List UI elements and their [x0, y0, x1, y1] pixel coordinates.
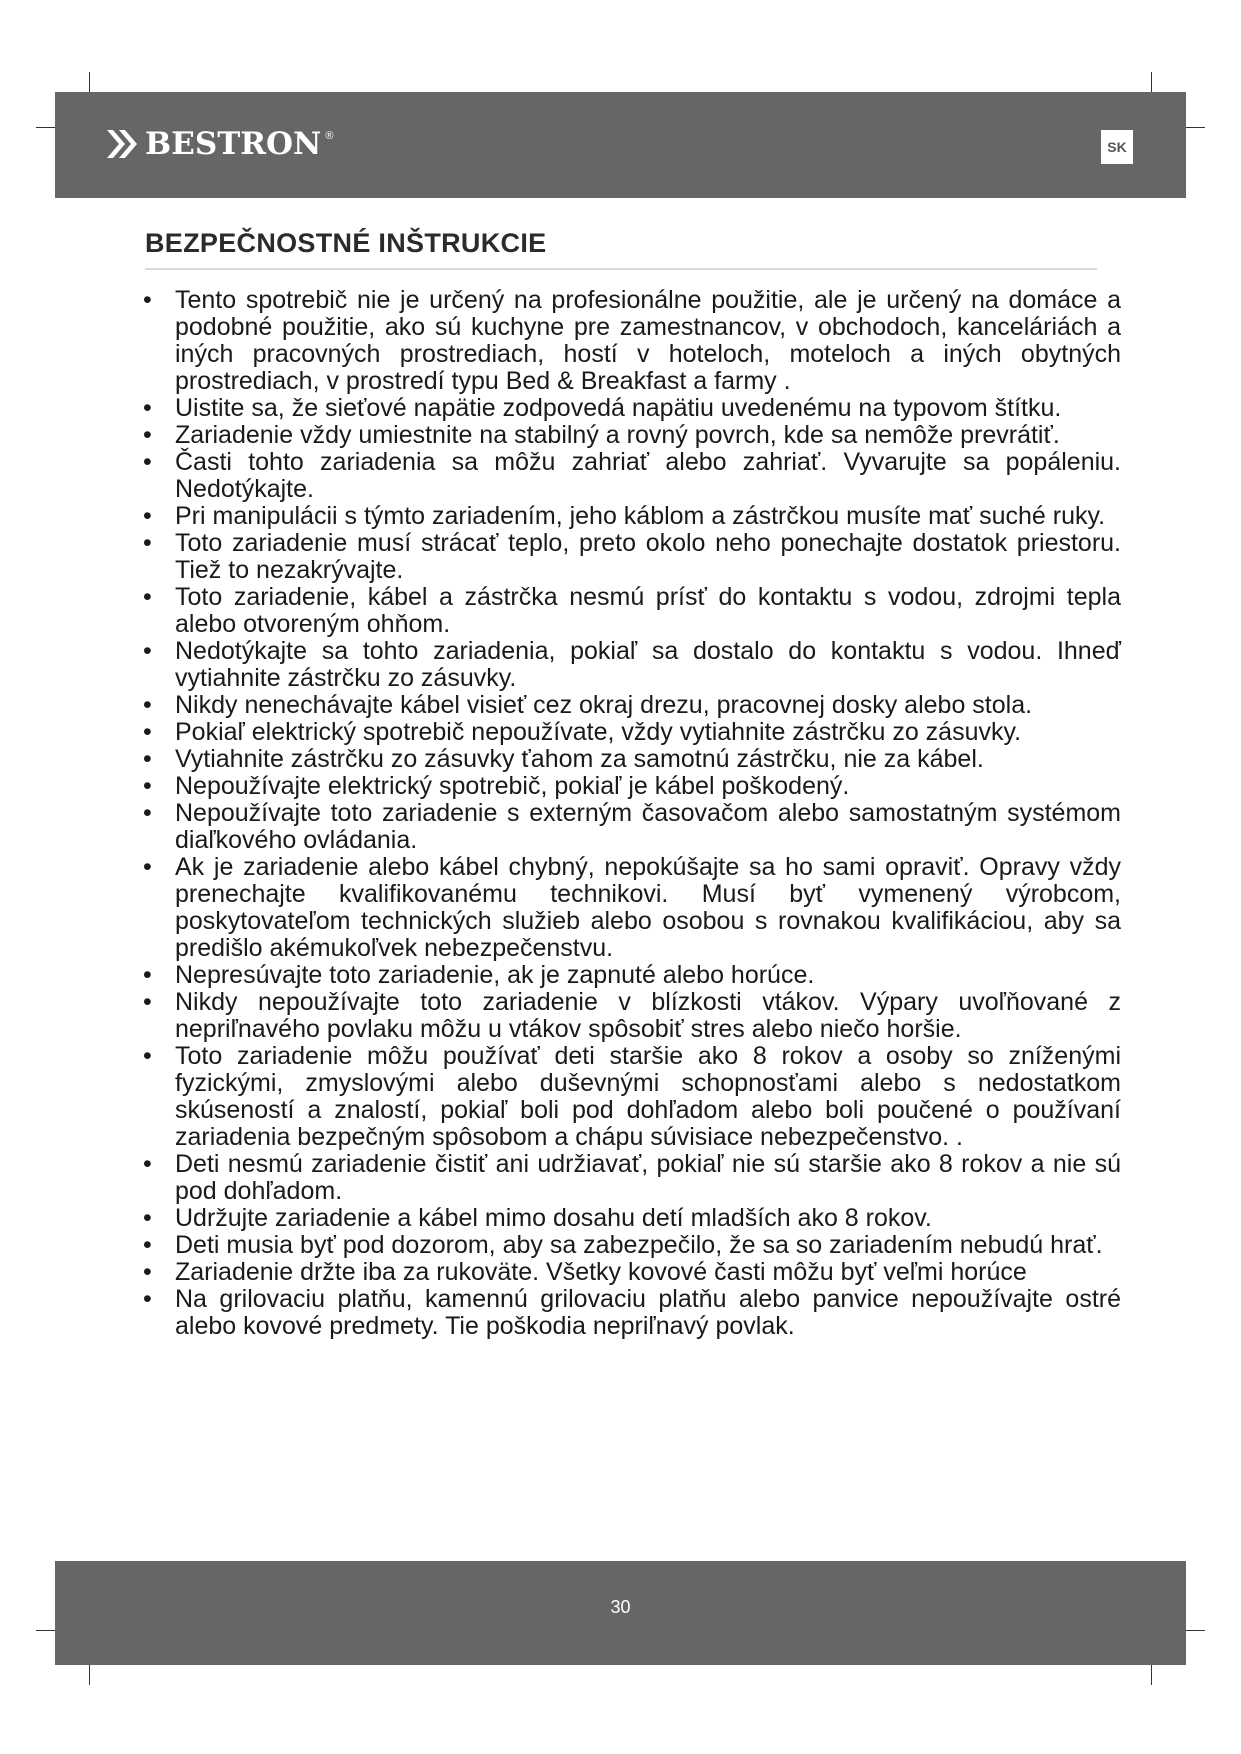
list-item: • Ak je zariadenie alebo kábel chybný, nepokúšajte sa ho sami opraviť. Opravy vždy prenechajte kvalifikovanému technikovi. Musí byť vymenený výrobcom, poskytovateľom technických služieb alebo osobou s rovnakou kvalifikáciou, aby sa predišlo akémukoľvek nebezpečenstvu.	[141, 854, 1121, 962]
list-item: • Vytiahnite zástrčku zo zásuvky ťahom za samotnú zástrčku, nie za kábel.	[141, 746, 1121, 773]
list-item: • Deti musia byť pod dozorom, aby sa zabezpečilo, že sa so zariadením nebudú hrať.	[141, 1232, 1121, 1259]
list-item: • Uistite sa, že sieťové napätie zodpovedá napätiu uvedenému na typovom štítku.	[141, 395, 1121, 422]
list-item: • Časti tohto zariadenia sa môžu zahriať alebo zahriať. Vyvarujte sa popáleniu. Nedotýkajte.	[141, 449, 1121, 503]
list-item: • Nepresúvajte toto zariadenie, ak je zapnuté alebo horúce.	[141, 962, 1121, 989]
chevron-logo-icon	[105, 124, 141, 164]
list-item: • Zariadenie vždy umiestnite na stabilný a rovný povrch, kde sa nemôže prevrátiť.	[141, 422, 1121, 449]
list-item: • Na grilovaciu platňu, kamennú grilovaciu platňu alebo panvice nepoužívajte ostré alebo kovové predmety. Tie poškodia nepriľnavý povlak.	[141, 1286, 1121, 1340]
brand-logo	[105, 124, 334, 164]
list-item: • Nepoužívajte toto zariadenie s externým časovačom alebo samostatným systémom diaľkového ovládania.	[141, 800, 1121, 854]
list-item: • Toto zariadenie môžu používať deti staršie ako 8 rokov a osoby so zníženými fyzickými, zmyslovými alebo duševnými schopnosťami alebo s nedostatkom skúseností a znalostí, pokiaľ boli pod dohľadom alebo boli poučené o používaní zariadenia bezpečným spôsobom a chápu súvisiace nebezpečenstvo. .	[141, 1043, 1121, 1151]
list-item: • Udržujte zariadenie a kábel mimo dosahu detí mladších ako 8 rokov.	[141, 1205, 1121, 1232]
list-item: • Toto zariadenie musí strácať teplo, preto okolo neho ponechajte dostatok priestoru. Tiež to nezakrývajte.	[141, 530, 1121, 584]
list-item: • Nepoužívajte elektrický spotrebič, pokiaľ je kábel poškodený.	[141, 773, 1121, 800]
registered-mark: ®	[325, 130, 334, 142]
page-title: BEZPEČNOSTNÉ INŠTRUKCIE	[145, 228, 547, 258]
header-band	[55, 92, 1186, 198]
list-item: • Pokiaľ elektrický spotrebič nepoužívate, vždy vytiahnite zástrčku zo zásuvky.	[141, 719, 1121, 746]
brand-name: BESTRON	[145, 126, 322, 162]
list-item: • Pri manipulácii s týmto zariadením, jeho káblom a zástrčkou musíte mať suché ruky.	[141, 503, 1121, 530]
safety-instructions-list	[141, 287, 1121, 1340]
list-item: • Tento spotrebič nie je určený na profesionálne použitie, ale je určený na domáce a podobné použitie, ako sú kuchyne pre zamestnancov, v obchodoch, kanceláriách a iných pracovných prostrediach, hostí v hoteloch, moteloch a iných obytných prostrediach, v prostredí typu Bed & Breakfast a farmy .	[141, 287, 1121, 395]
list-item: • Nikdy nepoužívajte toto zariadenie v blízkosti vtákov. Výpary uvoľňované z nepriľnavého povlaku môžu u vtákov spôsobiť stres alebo niečo horšie.	[141, 989, 1121, 1043]
list-item: • Toto zariadenie, kábel a zástrčka nesmú prísť do kontaktu s vodou, zdrojmi tepla alebo otvoreným ohňom.	[141, 584, 1121, 638]
list-item: • Deti nesmú zariadenie čistiť ani udržiavať, pokiaľ nie sú staršie ako 8 rokov a nie sú pod dohľadom.	[141, 1151, 1121, 1205]
title-divider	[145, 268, 1097, 270]
list-item: • Zariadenie držte iba za rukoväte. Všetky kovové časti môžu byť veľmi horúce	[141, 1259, 1121, 1286]
list-item: • Nedotýkajte sa tohto zariadenia, pokiaľ sa dostalo do kontaktu s vodou. Ihneď vytiahnite zástrčku zo zásuvky.	[141, 638, 1121, 692]
list-item: • Nikdy nenechávajte kábel visieť cez okraj drezu, pracovnej dosky alebo stola.	[141, 692, 1121, 719]
footer-band	[55, 1561, 1186, 1665]
page-number: 30	[610, 1597, 631, 1617]
language-badge: SK	[1101, 130, 1133, 164]
